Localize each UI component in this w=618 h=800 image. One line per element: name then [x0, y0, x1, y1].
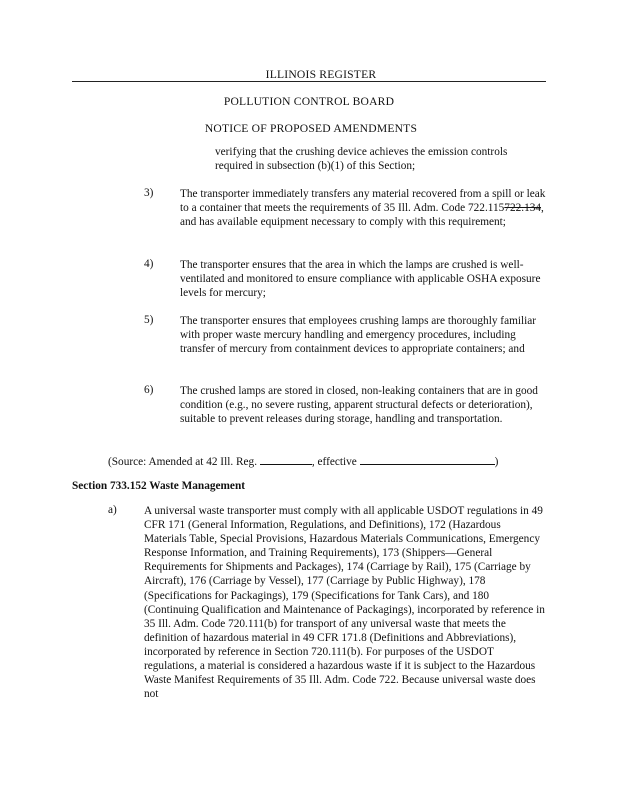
reg-blank: [260, 454, 312, 465]
source-prefix: (Source: Amended at 42 Ill. Reg.: [108, 456, 260, 468]
item-number: 4): [144, 258, 154, 270]
header-rule: [72, 81, 546, 82]
notice-title: NOTICE OF PROPOSED AMENDMENTS: [204, 122, 418, 135]
board-title: POLLUTION CONTROL BOARD: [223, 95, 395, 108]
item-number: 5): [144, 314, 154, 326]
source-note: [108, 454, 498, 468]
struck-citation: 722.134: [504, 202, 542, 215]
source-suffix: ): [494, 456, 499, 468]
section-heading: Section 733.152 Waste Management: [72, 480, 245, 492]
subsection-letter: a): [108, 504, 117, 516]
item-3-text: [180, 187, 546, 230]
continuation-text: verifying that the crushing device achieves the emission controls required in subsection (b)(1) of this Section;: [215, 146, 508, 172]
item-5-text: The transporter ensures that employees crushing lamps are thoroughly familiar with proper waste mercury handling and emergency procedures, including transfer of mercury from containment devices to appropriate containers; and: [180, 315, 537, 356]
register-title: ILLINOIS REGISTER: [265, 68, 377, 81]
item-4-text: The transporter ensures that the area in which the lamps are crushed is well-ventilated and monitored to ensure compliance with applicable OSHA exposure levels for mercury;: [180, 259, 541, 300]
item-3-text-a: The transporter immediately transfers any material recovered from a spill or leak to a container that meets the requirements of 35 Ill. Adm. Code 722.115: [180, 188, 546, 215]
item-6-text: The crushed lamps are stored in closed, non-leaking containers that are in good condition (e.g., no severe rusting, apparent structural defects or deterioration), suitable to prevent releases during storage, handling and transportation.: [180, 385, 538, 426]
source-middle: , effective: [311, 456, 360, 468]
item-number: 6): [144, 384, 154, 396]
item-3-text-b: , and has available equipment necessary to comply with this requirement;: [180, 202, 544, 229]
effective-blank: [360, 454, 495, 465]
item-number: 3): [144, 187, 154, 199]
subsection-a-text: A universal waste transporter must comply with all applicable USDOT regulations in 49 CFR 171 (General Information, Regulations, and Definitions), 172 (Hazardous Materials Table, Special Provisions, Hazardous Materials Communications, Emergency Response Information, and Training Requirements), 173 (Shippers—General Requirements for Shipments and Packages), 174 (Carriage by Rail), 175 (Carriage by Aircraft), 176 (Carriage by Vessel), 177 (Carriage by Public Highway), 178 (Specifications for Packagings), 179 (Specifications for Tank Cars), and 180 (Continuing Qualification and Maintenance of Packagings), incorporated by reference in 35 Ill. Adm. Code 720.111(b) for transport of any universal waste that meets the definition of hazardous material in 49 CFR 171.8 (Definitions and Abbreviations), incorporated by reference in Section 720.111(b). For purposes of the USDOT regulations, a material is considered a hazardous waste if it is subject to the Hazardous Waste Manifest Requirements of 35 Ill. Adm. Code 722. Because universal waste does not: [144, 505, 545, 701]
